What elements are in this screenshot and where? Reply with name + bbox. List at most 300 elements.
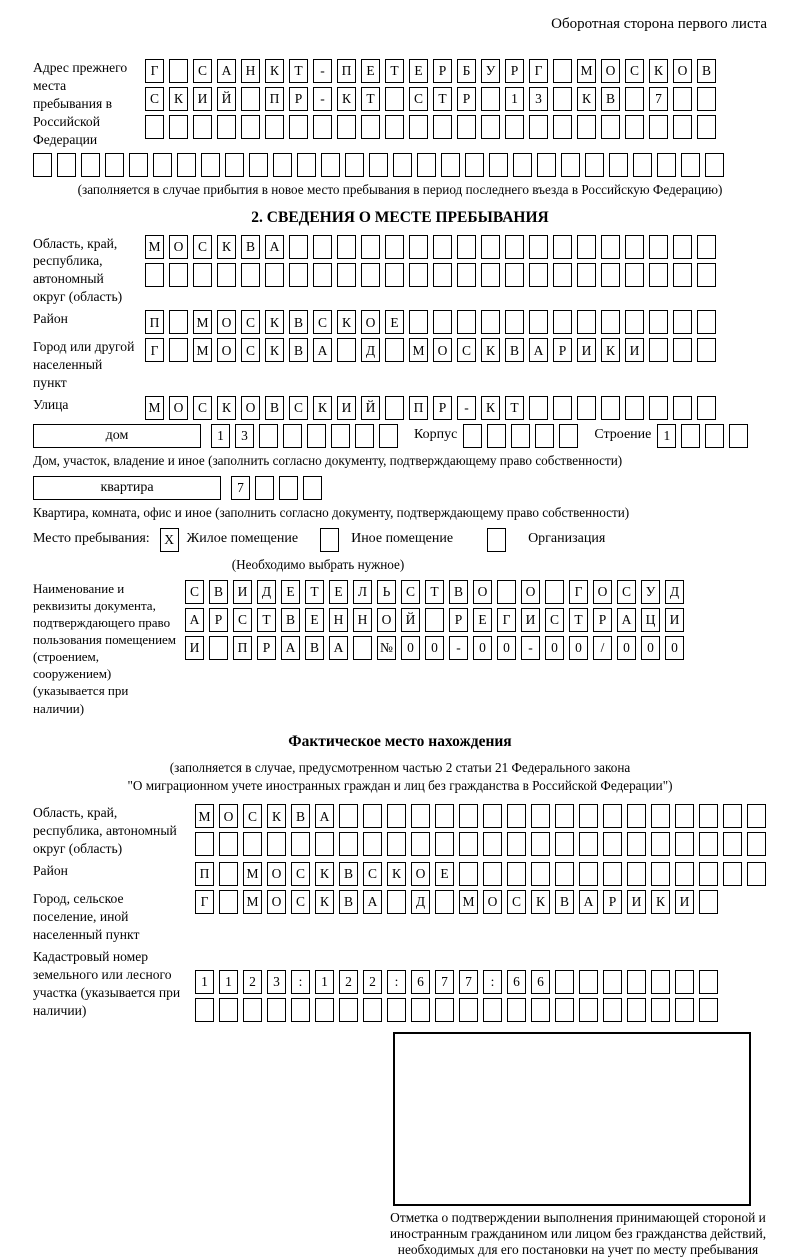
char-cell — [363, 804, 382, 828]
char-cell — [195, 998, 214, 1022]
stay-option-other-checkbox — [320, 528, 339, 552]
char-cell: М — [195, 804, 214, 828]
char-cell: 0 — [473, 636, 492, 660]
char-cell: Г — [145, 338, 164, 362]
char-cell — [555, 804, 574, 828]
region-label: Область, край, республика, автономный округ (область) — [33, 235, 123, 305]
char-cell: Н — [353, 608, 372, 632]
char-cell — [699, 804, 718, 828]
char-cell — [385, 263, 404, 287]
char-cell: С — [233, 608, 252, 632]
char-cell: К — [217, 396, 236, 420]
char-cell — [505, 115, 524, 139]
char-cell — [627, 804, 646, 828]
char-cell — [361, 235, 380, 259]
char-cell — [483, 998, 502, 1022]
char-cell — [675, 832, 694, 856]
char-cell: В — [289, 338, 308, 362]
char-cell: М — [459, 890, 478, 914]
char-cell — [505, 310, 524, 334]
char-cell: 7 — [459, 970, 478, 994]
char-cell — [625, 263, 644, 287]
char-cell: А — [579, 890, 598, 914]
char-cell — [387, 804, 406, 828]
char-cell — [459, 804, 478, 828]
char-cell: О — [361, 310, 380, 334]
char-cell: А — [329, 636, 348, 660]
char-cell — [265, 263, 284, 287]
char-cell: А — [363, 890, 382, 914]
char-cell — [387, 890, 406, 914]
char-cell: И — [185, 636, 204, 660]
char-cell: Г — [145, 59, 164, 83]
city-row — [145, 338, 716, 362]
char-cell: : — [387, 970, 406, 994]
char-cell: / — [593, 636, 612, 660]
char-cell — [553, 263, 572, 287]
char-cell — [697, 87, 716, 111]
actual-region-row-2 — [195, 832, 766, 856]
char-cell: 0 — [569, 636, 588, 660]
char-cell: 1 — [195, 970, 214, 994]
char-cell — [649, 338, 668, 362]
char-cell — [457, 310, 476, 334]
char-cell — [459, 998, 478, 1022]
stay-option-organization-checkbox — [487, 528, 506, 552]
char-cell — [153, 153, 172, 177]
char-cell — [649, 115, 668, 139]
char-cell — [291, 832, 310, 856]
char-cell: О — [241, 396, 260, 420]
char-cell — [433, 235, 452, 259]
char-cell — [105, 153, 124, 177]
char-cell: Р — [433, 59, 452, 83]
char-cell — [699, 998, 718, 1022]
char-cell: О — [521, 580, 540, 604]
char-cell: М — [193, 338, 212, 362]
char-cell: 0 — [545, 636, 564, 660]
char-cell: К — [481, 338, 500, 362]
char-cell: Д — [665, 580, 684, 604]
document-row-2 — [185, 608, 684, 632]
char-cell: № — [377, 636, 396, 660]
char-cell: 3 — [529, 87, 548, 111]
char-cell: Г — [569, 580, 588, 604]
korpus-label: Корпус — [414, 427, 458, 443]
actual-location-note-1: (заполняется в случае, предусмотренном частью 2 статьи 21 Федерального закона — [169, 759, 631, 775]
char-cell — [553, 59, 572, 83]
char-cell — [697, 115, 716, 139]
actual-district-block — [33, 862, 767, 886]
char-cell — [337, 235, 356, 259]
char-cell: 7 — [435, 970, 454, 994]
char-cell — [577, 235, 596, 259]
char-cell — [385, 87, 404, 111]
char-cell: И — [675, 890, 694, 914]
char-cell: К — [387, 862, 406, 886]
char-cell: К — [265, 59, 284, 83]
char-cell — [625, 310, 644, 334]
char-cell: Т — [385, 59, 404, 83]
char-cell: 0 — [401, 636, 420, 660]
char-cell — [385, 338, 404, 362]
char-cell: К — [337, 310, 356, 334]
char-cell — [435, 804, 454, 828]
char-cell: В — [339, 890, 358, 914]
street-block — [33, 396, 767, 420]
char-cell — [369, 153, 388, 177]
char-cell — [579, 970, 598, 994]
char-cell: О — [593, 580, 612, 604]
char-cell: И — [577, 338, 596, 362]
district-block — [33, 310, 767, 334]
page-header-title: Оборотная сторона первого листа — [551, 16, 767, 32]
char-cell: С — [291, 862, 310, 886]
char-cell — [393, 153, 412, 177]
char-cell — [129, 153, 148, 177]
document-label: Наименование и реквизиты документа, подтверждающего право пользования помещением (строением, сооружением) (указывается при наличии) — [33, 580, 177, 716]
char-cell — [385, 396, 404, 420]
char-cell: Д — [411, 890, 430, 914]
char-cell: Е — [281, 580, 300, 604]
char-cell: К — [217, 235, 236, 259]
char-cell: Т — [425, 580, 444, 604]
char-cell: С — [401, 580, 420, 604]
char-cell: К — [265, 310, 284, 334]
char-cell: 1 — [657, 424, 676, 448]
char-cell — [409, 235, 428, 259]
char-cell: М — [193, 310, 212, 334]
char-cell: Н — [241, 59, 260, 83]
char-cell: В — [339, 862, 358, 886]
char-cell — [559, 424, 578, 448]
cadastre-block — [33, 948, 767, 1022]
char-cell: И — [521, 608, 540, 632]
char-cell: С — [291, 890, 310, 914]
char-cell — [483, 832, 502, 856]
char-cell — [291, 998, 310, 1022]
char-cell — [697, 235, 716, 259]
char-cell — [337, 115, 356, 139]
prev-address-block — [33, 59, 767, 149]
actual-district-label: Район — [33, 863, 68, 879]
actual-region-row-1 — [195, 804, 766, 828]
char-cell: В — [505, 338, 524, 362]
char-cell: Й — [401, 608, 420, 632]
char-cell — [675, 862, 694, 886]
char-cell: С — [185, 580, 204, 604]
char-cell: О — [267, 862, 286, 886]
char-cell — [651, 970, 670, 994]
prev-address-label: Адрес прежнего места пребывания в Российской Федерации — [33, 60, 128, 147]
char-cell — [279, 476, 298, 500]
char-cell — [487, 528, 506, 552]
char-cell — [411, 998, 430, 1022]
char-cell: Д — [257, 580, 276, 604]
actual-city-row — [195, 890, 718, 914]
char-cell — [345, 153, 364, 177]
char-cell — [243, 998, 262, 1022]
actual-location-title: Фактическое место нахождения — [288, 732, 512, 750]
char-cell — [201, 153, 220, 177]
district-label: Район — [33, 311, 68, 327]
char-cell: Т — [289, 59, 308, 83]
char-cell — [651, 862, 670, 886]
char-cell — [169, 263, 188, 287]
char-cell — [625, 115, 644, 139]
char-cell — [577, 263, 596, 287]
char-cell — [177, 153, 196, 177]
char-cell — [219, 998, 238, 1022]
char-cell: Б — [457, 59, 476, 83]
char-cell — [169, 338, 188, 362]
char-cell: А — [185, 608, 204, 632]
stroenie-cells — [657, 424, 748, 448]
char-cell: 0 — [665, 636, 684, 660]
char-cell — [625, 87, 644, 111]
prev-address-row-1 — [145, 59, 716, 83]
char-cell — [673, 235, 692, 259]
char-cell: В — [281, 608, 300, 632]
char-cell: У — [481, 59, 500, 83]
char-cell: Г — [497, 608, 516, 632]
char-cell — [337, 338, 356, 362]
char-cell — [363, 832, 382, 856]
char-cell: Е — [409, 59, 428, 83]
char-cell: В — [305, 636, 324, 660]
char-cell: П — [337, 59, 356, 83]
char-cell: К — [337, 87, 356, 111]
char-cell — [553, 115, 572, 139]
stroenie-label: Строение — [594, 427, 652, 443]
char-cell — [411, 804, 430, 828]
char-cell — [603, 862, 622, 886]
char-cell: П — [195, 862, 214, 886]
char-cell — [219, 832, 238, 856]
char-cell — [627, 998, 646, 1022]
char-cell — [409, 115, 428, 139]
stay-option-other-label: Иное помещение — [351, 530, 454, 546]
apartment-note: Квартира, комната, офис и иное (заполнить согласно документу, подтверждающему право собственности) — [33, 504, 630, 520]
char-cell: Й — [217, 87, 236, 111]
char-cell: С — [457, 338, 476, 362]
char-cell: Г — [195, 890, 214, 914]
char-cell — [481, 263, 500, 287]
confirmation-stamp-note: Отметка о подтверждении выполнения принимающей стороной и иностранным гражданином или лицом без гражданства действий, необходимых для его постановки на учет по месту пребывания — [389, 1210, 767, 1257]
prev-address-note: (заполняется в случае прибытия в новое место пребывания в период последнего въезда в Российскую Федерацию) — [77, 181, 723, 197]
char-cell — [145, 263, 164, 287]
char-cell — [435, 890, 454, 914]
char-cell — [81, 153, 100, 177]
char-cell: О — [601, 59, 620, 83]
korpus-cells — [463, 424, 578, 448]
char-cell — [511, 424, 530, 448]
char-cell: К — [649, 59, 668, 83]
char-cell: 6 — [507, 970, 526, 994]
char-cell — [457, 263, 476, 287]
char-cell: А — [315, 804, 334, 828]
char-cell — [193, 263, 212, 287]
char-cell: 2 — [339, 970, 358, 994]
char-cell: О — [217, 310, 236, 334]
char-cell: М — [145, 235, 164, 259]
char-cell: А — [529, 338, 548, 362]
char-cell — [657, 153, 676, 177]
char-cell — [513, 153, 532, 177]
char-cell — [747, 862, 766, 886]
char-cell: В — [697, 59, 716, 83]
char-cell — [481, 235, 500, 259]
char-cell: К — [481, 396, 500, 420]
char-cell: 2 — [363, 970, 382, 994]
char-cell: К — [267, 804, 286, 828]
char-cell — [723, 832, 742, 856]
char-cell — [673, 263, 692, 287]
char-cell — [609, 153, 628, 177]
char-cell — [699, 890, 718, 914]
char-cell — [331, 424, 350, 448]
char-cell — [579, 862, 598, 886]
char-cell — [601, 115, 620, 139]
char-cell — [489, 153, 508, 177]
char-cell: В — [291, 804, 310, 828]
char-cell — [339, 832, 358, 856]
char-cell — [651, 804, 670, 828]
char-cell: Н — [329, 608, 348, 632]
char-cell: С — [545, 608, 564, 632]
char-cell: И — [233, 580, 252, 604]
char-cell — [627, 862, 646, 886]
char-cell: М — [577, 59, 596, 83]
char-cell — [481, 310, 500, 334]
char-cell — [243, 832, 262, 856]
char-cell — [169, 59, 188, 83]
char-cell — [553, 310, 572, 334]
char-cell: 6 — [531, 970, 550, 994]
char-cell — [603, 832, 622, 856]
char-cell — [625, 235, 644, 259]
actual-district-row — [195, 862, 766, 886]
char-cell — [553, 235, 572, 259]
char-cell — [681, 153, 700, 177]
char-cell: А — [217, 59, 236, 83]
char-cell: Р — [209, 608, 228, 632]
char-cell: К — [601, 338, 620, 362]
char-cell — [603, 998, 622, 1022]
char-cell — [169, 115, 188, 139]
char-cell — [529, 310, 548, 334]
street-label: Улица — [33, 397, 69, 413]
char-cell — [529, 396, 548, 420]
char-cell: 1 — [211, 424, 230, 448]
char-cell: Т — [305, 580, 324, 604]
char-cell — [265, 115, 284, 139]
char-cell — [555, 862, 574, 886]
char-cell — [355, 424, 374, 448]
char-cell — [225, 153, 244, 177]
char-cell: О — [377, 608, 396, 632]
char-cell: С — [625, 59, 644, 83]
char-cell — [697, 263, 716, 287]
char-cell — [441, 153, 460, 177]
char-cell: О — [483, 890, 502, 914]
char-cell — [361, 263, 380, 287]
char-cell: О — [217, 338, 236, 362]
char-cell — [675, 804, 694, 828]
prev-address-row-2 — [145, 87, 716, 111]
char-cell — [529, 235, 548, 259]
char-cell: О — [219, 804, 238, 828]
char-cell — [507, 862, 526, 886]
char-cell: Р — [289, 87, 308, 111]
char-cell — [193, 115, 212, 139]
char-cell — [217, 263, 236, 287]
char-cell: К — [577, 87, 596, 111]
char-cell: У — [641, 580, 660, 604]
char-cell: Р — [257, 636, 276, 660]
char-cell — [409, 310, 428, 334]
char-cell — [425, 608, 444, 632]
char-cell — [531, 862, 550, 886]
char-cell: 6 — [411, 970, 430, 994]
city-block — [33, 338, 767, 392]
char-cell — [433, 310, 452, 334]
char-cell — [259, 424, 278, 448]
char-cell — [315, 832, 334, 856]
char-cell: Г — [529, 59, 548, 83]
char-cell — [507, 804, 526, 828]
char-cell — [219, 862, 238, 886]
char-cell — [553, 87, 572, 111]
char-cell — [673, 87, 692, 111]
char-cell: - — [521, 636, 540, 660]
char-cell: И — [337, 396, 356, 420]
stay-type-block — [33, 528, 767, 552]
char-cell — [481, 115, 500, 139]
char-cell — [497, 580, 516, 604]
char-cell: 7 — [231, 476, 250, 500]
char-cell — [699, 832, 718, 856]
char-cell — [463, 424, 482, 448]
document-row-3 — [185, 636, 684, 660]
char-cell — [457, 235, 476, 259]
char-cell: Т — [569, 608, 588, 632]
apartment-cells — [231, 476, 322, 500]
char-cell: Е — [435, 862, 454, 886]
char-cell — [697, 310, 716, 334]
char-cell: П — [409, 396, 428, 420]
district-row — [145, 310, 716, 334]
char-cell — [531, 804, 550, 828]
char-cell — [507, 998, 526, 1022]
char-cell: С — [193, 59, 212, 83]
char-cell — [283, 424, 302, 448]
char-cell — [320, 528, 339, 552]
char-cell — [507, 832, 526, 856]
char-cell — [409, 263, 428, 287]
char-cell — [673, 310, 692, 334]
char-cell: 1 — [315, 970, 334, 994]
char-cell — [433, 263, 452, 287]
char-cell: С — [193, 396, 212, 420]
char-cell: А — [617, 608, 636, 632]
char-cell — [603, 804, 622, 828]
char-cell — [697, 338, 716, 362]
char-cell — [699, 970, 718, 994]
char-cell: - — [457, 396, 476, 420]
actual-location-note-2: "О миграционном учете иностранных граждан и лиц без гражданства в Российской Федерации") — [127, 777, 673, 793]
char-cell — [169, 310, 188, 334]
